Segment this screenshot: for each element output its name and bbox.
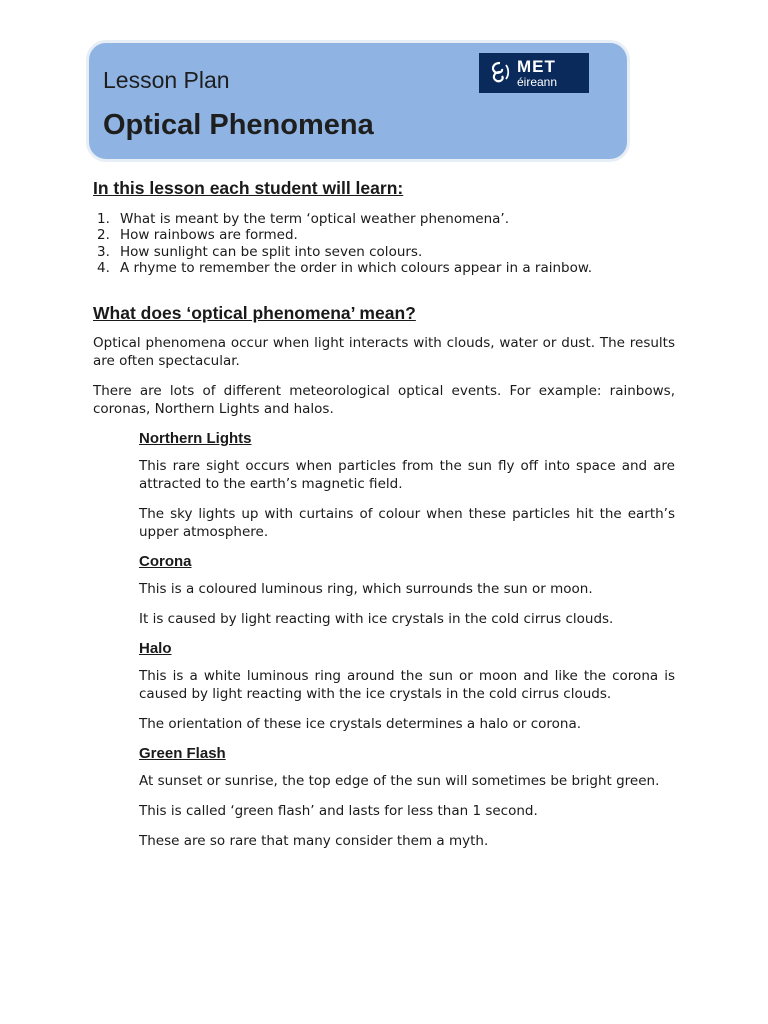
list-item-number: 2. xyxy=(97,227,110,244)
section-paragraph: This is called ‘green flash’ and lasts for less than 1 second. xyxy=(139,803,538,820)
list-item-text: What is meant by the term ‘optical weather phenomena’. xyxy=(120,211,509,227)
phenomena-sections xyxy=(139,429,675,850)
learning-objectives-list xyxy=(93,211,675,276)
meaning-paragraph-1: Optical phenomena occur when light interacts with clouds, water or dust. The results are often spectacular. xyxy=(93,335,675,370)
list-item-number: 3. xyxy=(97,243,110,260)
lesson-content xyxy=(93,176,675,850)
lesson-plan-label: Lesson Plan xyxy=(103,67,230,93)
list-item-number: 1. xyxy=(97,211,110,227)
met-eireann-logo xyxy=(479,53,589,93)
section-paragraph: It is caused by light reacting with ice crystals in the cold cirrus clouds. xyxy=(139,611,614,628)
section-paragraph: This is a white luminous ring around the sun or moon and like the corona is caused by light reacting with the ice crystals in the cold cirrus clouds. xyxy=(139,668,675,703)
section-paragraph: This is a coloured luminous ring, which surrounds the sun or moon. xyxy=(139,581,593,598)
section-heading-halo: Halo xyxy=(139,640,172,658)
page-title: Optical Phenomena xyxy=(103,109,374,141)
section-paragraph: The orientation of these ice crystals determines a halo or corona. xyxy=(139,716,582,733)
list-item xyxy=(93,227,675,243)
section-heading-northern-lights: Northern Lights xyxy=(139,430,252,448)
met-eireann-swirl-icon xyxy=(489,60,511,86)
learn-heading: In this lesson each student will learn: xyxy=(93,178,404,198)
list-item xyxy=(93,260,675,276)
list-item xyxy=(93,244,675,260)
list-item-number: 4. xyxy=(97,259,110,276)
section-heading-corona: Corona xyxy=(139,553,192,571)
lesson-header xyxy=(86,40,630,162)
section-paragraph: These are so rare that many consider them a myth. xyxy=(139,833,489,850)
list-item-text: A rhyme to remember the order in which colours appear in a rainbow. xyxy=(120,259,592,276)
list-item xyxy=(93,211,675,227)
logo-met-text: MET xyxy=(517,57,556,76)
meaning-heading: What does ‘optical phenomena’ mean? xyxy=(93,303,416,324)
section-heading-green-flash: Green Flash xyxy=(139,745,226,763)
meaning-paragraph-2: There are lots of different meteorological optical events. For example: rainbows, coronas, Northern Lights and halos. xyxy=(93,383,675,418)
section-paragraph: This rare sight occurs when particles from the sun fly off into space and are attracted to the earth’s magnetic field. xyxy=(139,458,675,493)
logo-eireann-text: éireann xyxy=(517,75,558,89)
section-paragraph: The sky lights up with curtains of colour when these particles hit the earth’s upper atmosphere. xyxy=(139,506,675,541)
section-paragraph: At sunset or sunrise, the top edge of the sun will sometimes be bright green. xyxy=(139,773,660,790)
list-item-text: How sunlight can be split into seven colours. xyxy=(120,243,423,260)
list-item-text: How rainbows are formed. xyxy=(120,227,298,244)
